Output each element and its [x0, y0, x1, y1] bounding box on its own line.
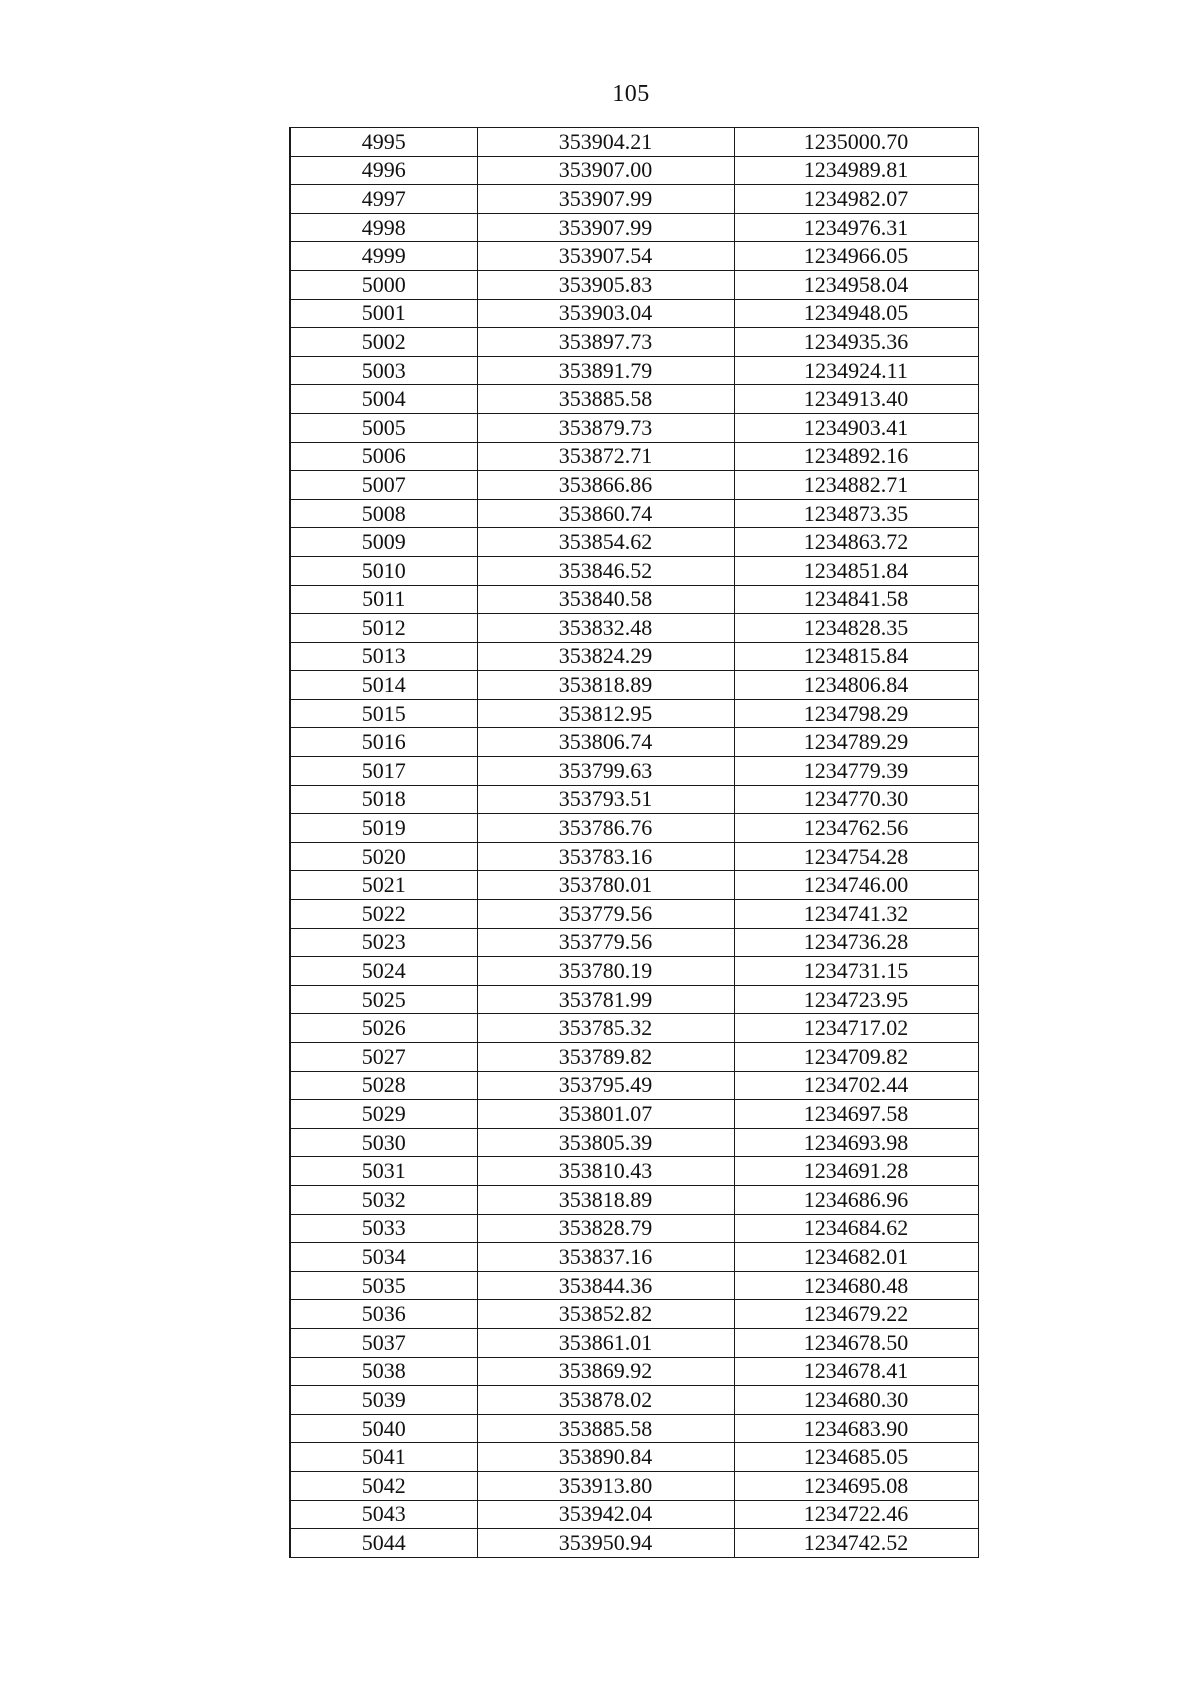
x-coordinate-cell: 353785.32 — [477, 1014, 734, 1043]
point-id-cell: 5032 — [290, 1185, 477, 1214]
x-coordinate-cell: 353795.49 — [477, 1071, 734, 1100]
table-row — [290, 957, 978, 986]
x-coordinate-cell: 353872.71 — [477, 442, 734, 471]
y-coordinate-cell: 1234770.30 — [734, 785, 978, 814]
y-coordinate-cell: 1234709.82 — [734, 1043, 978, 1072]
y-coordinate-cell: 1234935.36 — [734, 328, 978, 357]
x-coordinate-cell: 353786.76 — [477, 814, 734, 843]
y-coordinate-cell: 1234924.11 — [734, 356, 978, 385]
y-coordinate-cell: 1234815.84 — [734, 642, 978, 671]
x-coordinate-cell: 353824.29 — [477, 642, 734, 671]
x-coordinate-cell: 353861.01 — [477, 1328, 734, 1357]
point-id-cell: 5035 — [290, 1271, 477, 1300]
y-coordinate-cell: 1234723.95 — [734, 985, 978, 1014]
table-row — [290, 1243, 978, 1272]
y-coordinate-cell: 1235000.70 — [734, 128, 978, 157]
x-coordinate-cell: 353837.16 — [477, 1243, 734, 1272]
table-row — [290, 442, 978, 471]
table-row — [290, 270, 978, 299]
x-coordinate-cell: 353913.80 — [477, 1471, 734, 1500]
table-row — [290, 1529, 978, 1558]
y-coordinate-cell: 1234892.16 — [734, 442, 978, 471]
table-row — [290, 1014, 978, 1043]
point-id-cell: 5009 — [290, 528, 477, 557]
table-row — [290, 471, 978, 500]
x-coordinate-cell: 353810.43 — [477, 1157, 734, 1186]
y-coordinate-cell: 1234691.28 — [734, 1157, 978, 1186]
x-coordinate-cell: 353897.73 — [477, 328, 734, 357]
y-coordinate-cell: 1234982.07 — [734, 185, 978, 214]
x-coordinate-cell: 353832.48 — [477, 614, 734, 643]
point-id-cell: 5005 — [290, 413, 477, 442]
x-coordinate-cell: 353869.92 — [477, 1357, 734, 1386]
y-coordinate-cell: 1234762.56 — [734, 814, 978, 843]
point-id-cell: 5042 — [290, 1471, 477, 1500]
point-id-cell: 4995 — [290, 128, 477, 157]
y-coordinate-cell: 1234683.90 — [734, 1414, 978, 1443]
table-row — [290, 1185, 978, 1214]
point-id-cell: 5024 — [290, 957, 477, 986]
x-coordinate-cell: 353852.82 — [477, 1300, 734, 1329]
table-row — [290, 556, 978, 585]
x-coordinate-cell: 353854.62 — [477, 528, 734, 557]
y-coordinate-cell: 1234678.50 — [734, 1328, 978, 1357]
point-id-cell: 5022 — [290, 900, 477, 929]
point-id-cell: 5040 — [290, 1414, 477, 1443]
coordinate-table-body — [290, 128, 978, 1558]
point-id-cell: 5012 — [290, 614, 477, 643]
y-coordinate-cell: 1234686.96 — [734, 1185, 978, 1214]
y-coordinate-cell: 1234789.29 — [734, 728, 978, 757]
y-coordinate-cell: 1234746.00 — [734, 871, 978, 900]
y-coordinate-cell: 1234754.28 — [734, 842, 978, 871]
table-row — [290, 900, 978, 929]
y-coordinate-cell: 1234873.35 — [734, 499, 978, 528]
table-row — [290, 1100, 978, 1129]
x-coordinate-cell: 353840.58 — [477, 585, 734, 614]
point-id-cell: 4999 — [290, 242, 477, 271]
x-coordinate-cell: 353942.04 — [477, 1500, 734, 1529]
y-coordinate-cell: 1234882.71 — [734, 471, 978, 500]
point-id-cell: 5008 — [290, 499, 477, 528]
x-coordinate-cell: 353907.99 — [477, 185, 734, 214]
x-coordinate-cell: 353806.74 — [477, 728, 734, 757]
y-coordinate-cell: 1234679.22 — [734, 1300, 978, 1329]
y-coordinate-cell: 1234863.72 — [734, 528, 978, 557]
point-id-cell: 5037 — [290, 1328, 477, 1357]
table-row — [290, 156, 978, 185]
table-row — [290, 1471, 978, 1500]
table-row — [290, 785, 978, 814]
table-row — [290, 385, 978, 414]
point-id-cell: 5043 — [290, 1500, 477, 1529]
point-id-cell: 5006 — [290, 442, 477, 471]
table-row — [290, 1128, 978, 1157]
x-coordinate-cell: 353780.19 — [477, 957, 734, 986]
x-coordinate-cell: 353793.51 — [477, 785, 734, 814]
table-row — [290, 1300, 978, 1329]
point-id-cell: 5023 — [290, 928, 477, 957]
x-coordinate-cell: 353779.56 — [477, 900, 734, 929]
y-coordinate-cell: 1234806.84 — [734, 671, 978, 700]
point-id-cell: 5001 — [290, 299, 477, 328]
table-row — [290, 299, 978, 328]
x-coordinate-cell: 353818.89 — [477, 671, 734, 700]
point-id-cell: 5016 — [290, 728, 477, 757]
point-id-cell: 5021 — [290, 871, 477, 900]
table-row — [290, 814, 978, 843]
x-coordinate-cell: 353789.82 — [477, 1043, 734, 1072]
y-coordinate-cell: 1234695.08 — [734, 1471, 978, 1500]
x-coordinate-cell: 353904.21 — [477, 128, 734, 157]
point-id-cell: 5003 — [290, 356, 477, 385]
point-id-cell: 5000 — [290, 270, 477, 299]
y-coordinate-cell: 1234678.41 — [734, 1357, 978, 1386]
point-id-cell: 5027 — [290, 1043, 477, 1072]
x-coordinate-cell: 353844.36 — [477, 1271, 734, 1300]
x-coordinate-cell: 353799.63 — [477, 757, 734, 786]
table-row — [290, 1157, 978, 1186]
y-coordinate-cell: 1234731.15 — [734, 957, 978, 986]
y-coordinate-cell: 1234717.02 — [734, 1014, 978, 1043]
x-coordinate-cell: 353879.73 — [477, 413, 734, 442]
x-coordinate-cell: 353846.52 — [477, 556, 734, 585]
x-coordinate-cell: 353903.04 — [477, 299, 734, 328]
table-row — [290, 728, 978, 757]
table-row — [290, 413, 978, 442]
x-coordinate-cell: 353779.56 — [477, 928, 734, 957]
point-id-cell: 5038 — [290, 1357, 477, 1386]
x-coordinate-cell: 353950.94 — [477, 1529, 734, 1558]
table-row — [290, 185, 978, 214]
table-row — [290, 1043, 978, 1072]
point-id-cell: 5025 — [290, 985, 477, 1014]
table-row — [290, 928, 978, 957]
table-row — [290, 1071, 978, 1100]
table-row — [290, 671, 978, 700]
point-id-cell: 5015 — [290, 699, 477, 728]
table-row — [290, 499, 978, 528]
y-coordinate-cell: 1234697.58 — [734, 1100, 978, 1129]
y-coordinate-cell: 1234913.40 — [734, 385, 978, 414]
x-coordinate-cell: 353781.99 — [477, 985, 734, 1014]
y-coordinate-cell: 1234685.05 — [734, 1443, 978, 1472]
point-id-cell: 5028 — [290, 1071, 477, 1100]
coordinate-table — [289, 127, 979, 1558]
point-id-cell: 4998 — [290, 213, 477, 242]
point-id-cell: 5034 — [290, 1243, 477, 1272]
point-id-cell: 4996 — [290, 156, 477, 185]
y-coordinate-cell: 1234903.41 — [734, 413, 978, 442]
table-row — [290, 1328, 978, 1357]
x-coordinate-cell: 353905.83 — [477, 270, 734, 299]
y-coordinate-cell: 1234741.32 — [734, 900, 978, 929]
x-coordinate-cell: 353812.95 — [477, 699, 734, 728]
point-id-cell: 5010 — [290, 556, 477, 585]
table-row — [290, 757, 978, 786]
point-id-cell: 5011 — [290, 585, 477, 614]
y-coordinate-cell: 1234976.31 — [734, 213, 978, 242]
y-coordinate-cell: 1234779.39 — [734, 757, 978, 786]
x-coordinate-cell: 353890.84 — [477, 1443, 734, 1472]
y-coordinate-cell: 1234693.98 — [734, 1128, 978, 1157]
point-id-cell: 5030 — [290, 1128, 477, 1157]
y-coordinate-cell: 1234798.29 — [734, 699, 978, 728]
table-row — [290, 699, 978, 728]
point-id-cell: 5014 — [290, 671, 477, 700]
point-id-cell: 4997 — [290, 185, 477, 214]
x-coordinate-cell: 353907.99 — [477, 213, 734, 242]
y-coordinate-cell: 1234851.84 — [734, 556, 978, 585]
x-coordinate-cell: 353885.58 — [477, 385, 734, 414]
point-id-cell: 5033 — [290, 1214, 477, 1243]
x-coordinate-cell: 353801.07 — [477, 1100, 734, 1129]
point-id-cell: 5013 — [290, 642, 477, 671]
point-id-cell: 5036 — [290, 1300, 477, 1329]
y-coordinate-cell: 1234684.62 — [734, 1214, 978, 1243]
point-id-cell: 5029 — [290, 1100, 477, 1129]
table-row — [290, 242, 978, 271]
x-coordinate-cell: 353860.74 — [477, 499, 734, 528]
y-coordinate-cell: 1234680.30 — [734, 1386, 978, 1415]
y-coordinate-cell: 1234742.52 — [734, 1529, 978, 1558]
point-id-cell: 5041 — [290, 1443, 477, 1472]
table-row — [290, 1357, 978, 1386]
x-coordinate-cell: 353878.02 — [477, 1386, 734, 1415]
y-coordinate-cell: 1234680.48 — [734, 1271, 978, 1300]
point-id-cell: 5026 — [290, 1014, 477, 1043]
x-coordinate-cell: 353907.00 — [477, 156, 734, 185]
table-row — [290, 1214, 978, 1243]
y-coordinate-cell: 1234828.35 — [734, 614, 978, 643]
table-row — [290, 842, 978, 871]
point-id-cell: 5018 — [290, 785, 477, 814]
y-coordinate-cell: 1234948.05 — [734, 299, 978, 328]
x-coordinate-cell: 353828.79 — [477, 1214, 734, 1243]
table-row — [290, 614, 978, 643]
table-row — [290, 213, 978, 242]
x-coordinate-cell: 353885.58 — [477, 1414, 734, 1443]
y-coordinate-cell: 1234702.44 — [734, 1071, 978, 1100]
x-coordinate-cell: 353783.16 — [477, 842, 734, 871]
table-row — [290, 985, 978, 1014]
table-row — [290, 642, 978, 671]
y-coordinate-cell: 1234722.46 — [734, 1500, 978, 1529]
table-row — [290, 871, 978, 900]
y-coordinate-cell: 1234989.81 — [734, 156, 978, 185]
point-id-cell: 5017 — [290, 757, 477, 786]
page-number: 105 — [612, 81, 650, 107]
table-row — [290, 356, 978, 385]
table-row — [290, 528, 978, 557]
table-row — [290, 328, 978, 357]
table-row — [290, 1443, 978, 1472]
y-coordinate-cell: 1234958.04 — [734, 270, 978, 299]
x-coordinate-cell: 353866.86 — [477, 471, 734, 500]
point-id-cell: 5044 — [290, 1529, 477, 1558]
x-coordinate-cell: 353780.01 — [477, 871, 734, 900]
y-coordinate-cell: 1234966.05 — [734, 242, 978, 271]
x-coordinate-cell: 353891.79 — [477, 356, 734, 385]
x-coordinate-cell: 353805.39 — [477, 1128, 734, 1157]
y-coordinate-cell: 1234682.01 — [734, 1243, 978, 1272]
table-row — [290, 128, 978, 157]
point-id-cell: 5007 — [290, 471, 477, 500]
table-row — [290, 1386, 978, 1415]
table-row — [290, 1271, 978, 1300]
point-id-cell: 5019 — [290, 814, 477, 843]
point-id-cell: 5004 — [290, 385, 477, 414]
point-id-cell: 5002 — [290, 328, 477, 357]
point-id-cell: 5039 — [290, 1386, 477, 1415]
point-id-cell: 5031 — [290, 1157, 477, 1186]
table-row — [290, 1500, 978, 1529]
table-row — [290, 585, 978, 614]
x-coordinate-cell: 353818.89 — [477, 1185, 734, 1214]
y-coordinate-cell: 1234736.28 — [734, 928, 978, 957]
x-coordinate-cell: 353907.54 — [477, 242, 734, 271]
table-row — [290, 1414, 978, 1443]
y-coordinate-cell: 1234841.58 — [734, 585, 978, 614]
point-id-cell: 5020 — [290, 842, 477, 871]
